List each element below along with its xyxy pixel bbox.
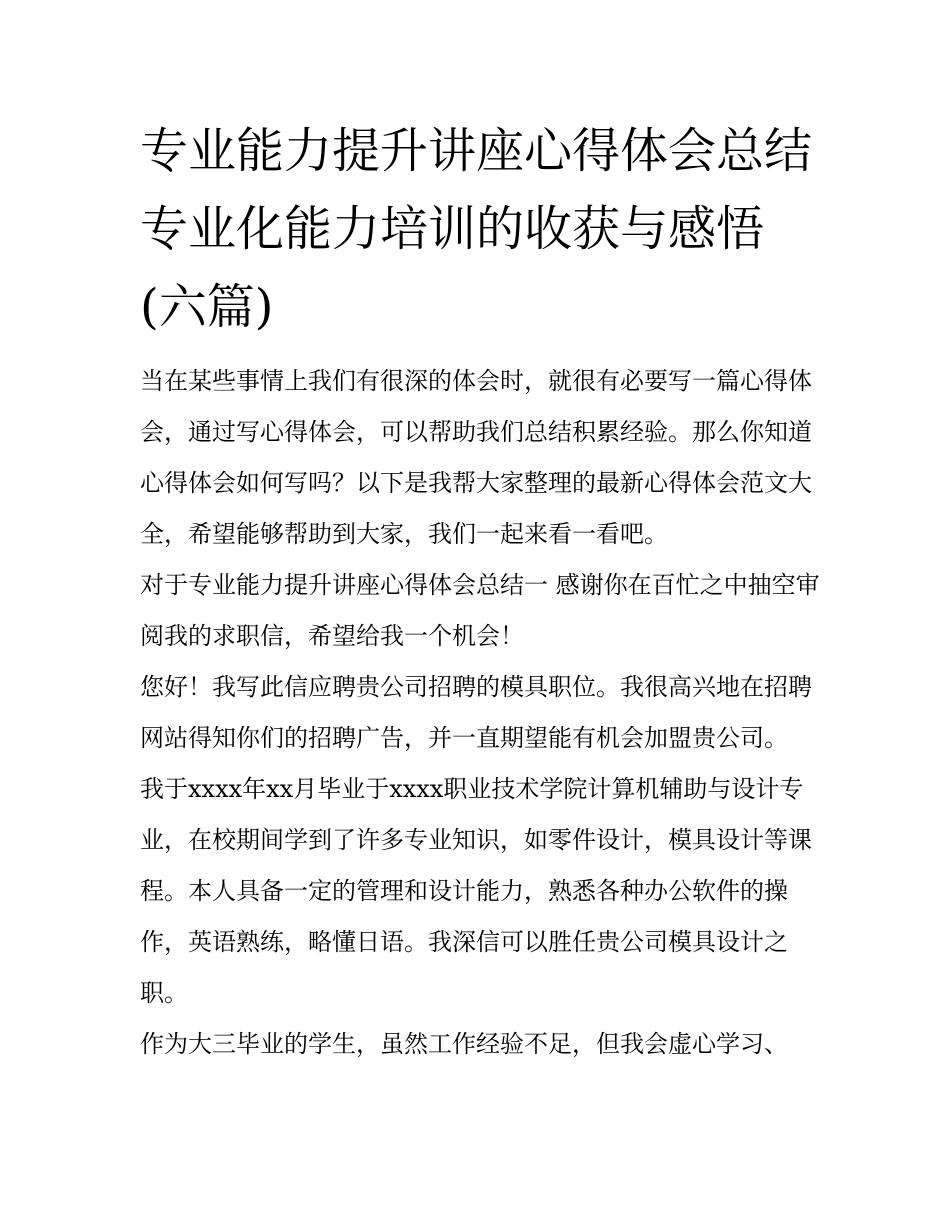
paragraph-graduate: 作为大三毕业的学生，虽然工作经验不足，但我会虚心学习、	[140, 1030, 788, 1058]
paragraph-greeting: 您好！我写此信应聘贵公司招聘的模具职位。我很高兴地在招聘网站得知你们的招聘广告，并一直期望能有机会加盟贵公司。	[140, 673, 812, 752]
paragraph-section-one: 对于专业能力提升讲座心得体会总结一 感谢你在百忙之中抽空审阅我的求职信，希望给我一个机会！	[140, 571, 820, 650]
document-body	[140, 356, 820, 1070]
document-title: 专业能力提升讲座心得体会总结 专业化能力培训的收获与感悟(六篇)	[140, 123, 813, 335]
document-content	[140, 112, 820, 1070]
paragraph-intro: 当在某些事情上我们有很深的体会时，就很有必要写一篇心得体会，通过写心得体会，可以帮助我们总结积累经验。那么你知道心得体会如何写吗？以下是我帮大家整理的最新心得体会范文大全，希望能够帮助到大家，我们一起来看一看吧。	[140, 367, 812, 548]
paragraph-education: 我于xxxx年xx月毕业于xxxx职业技术学院计算机辅助与设计专业，在校期间学到了许多专业知识，如零件设计，模具设计等课程。本人具备一定的管理和设计能力，熟悉各种办公软件的操作，英语熟练，略懂日语。我深信可以胜任贵公司模具设计之职。	[140, 775, 812, 1007]
